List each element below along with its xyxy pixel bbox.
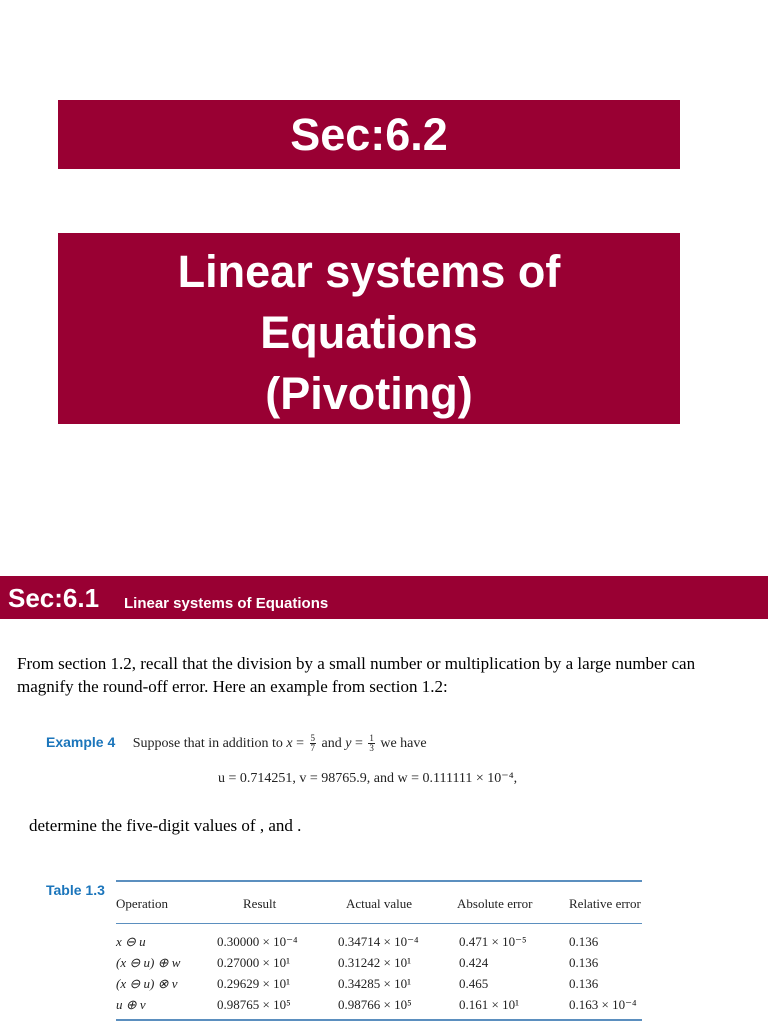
y-numerator: 1 — [369, 733, 374, 744]
title-line-1: Linear systems of — [177, 246, 561, 297]
table-cell: (x ⊖ u) ⊗ v — [116, 976, 178, 991]
table-cell: 0.30000 × 10⁻⁴ — [217, 934, 298, 949]
header-relative-error: Relative error — [569, 896, 641, 911]
table-cell: x ⊖ u — [116, 934, 146, 949]
example-text-before: Suppose that in addition to — [132, 736, 283, 751]
y-denominator: 3 — [369, 743, 374, 754]
table-cell: u ⊕ v — [116, 997, 146, 1012]
table-cell: 0.34714 × 10⁻⁴ — [338, 934, 419, 949]
header-absolute-error: Absolute error — [457, 896, 533, 911]
table-top-rule — [116, 880, 642, 882]
table-cell: 0.136 — [569, 976, 599, 991]
determine-text: determine the five-digit values of , and . — [29, 816, 302, 835]
table-cell: 0.136 — [569, 955, 599, 970]
example-text-after: we have — [380, 736, 427, 751]
section-label: Sec:6.1 — [8, 583, 100, 613]
example-label: Example 4 — [46, 734, 116, 750]
section-title-banner — [58, 100, 680, 169]
table-header-rule — [116, 923, 642, 924]
x-denominator: 7 — [310, 743, 315, 754]
y-fraction — [368, 734, 375, 753]
table-bottom-rule — [116, 1019, 642, 1021]
title-line-2: Equations — [260, 307, 478, 358]
table-cell: 0.161 × 10¹ — [459, 997, 519, 1012]
section-title: Sec:6.2 — [290, 109, 448, 160]
example-equation: u = 0.714251, v = 98765.9, and w = 0.111111 × 10⁻⁴, — [218, 771, 518, 786]
table-cell: 0.34285 × 10¹ — [338, 976, 411, 991]
example-statement: Example 4 Suppose that in addition to x = $\frac{5}{7}$ and y = $\frac{1}{3}$ we have — [46, 733, 427, 754]
table-cell: 0.136 — [569, 934, 599, 949]
header-result: Result — [243, 896, 277, 911]
intro-paragraph: From section 1.2, recall that the division by a small number or multiplication by a large number can magnify the round-off error. Here an example from section 1.2: — [17, 654, 696, 696]
table-cell: 0.98766 × 10⁵ — [338, 997, 412, 1012]
section-header-bar — [0, 576, 768, 619]
table-cell: 0.471 × 10⁻⁵ — [459, 934, 527, 949]
title-line-3: (Pivoting) — [265, 368, 473, 419]
main-title-banner — [58, 233, 680, 424]
x-fraction — [310, 734, 317, 753]
table-cell: 0.29629 × 10¹ — [217, 976, 290, 991]
table-cell: 0.163 × 10⁻⁴ — [569, 997, 637, 1012]
header-operation: Operation — [116, 896, 168, 911]
table-cell: (x ⊖ u) ⊕ w — [116, 955, 181, 970]
table-cell: 0.424 — [459, 955, 489, 970]
section-subtitle: Linear systems of Equations — [124, 595, 329, 612]
x-numerator: 5 — [310, 733, 315, 744]
header-actual-value: Actual value — [346, 896, 413, 911]
table-cell: 0.27000 × 10¹ — [217, 955, 290, 970]
table-label: Table 1.3 — [46, 882, 105, 898]
table-cell: 0.465 — [459, 976, 489, 991]
table-cell: 0.98765 × 10⁵ — [217, 997, 291, 1012]
table-cell: 0.31242 × 10¹ — [338, 955, 411, 970]
